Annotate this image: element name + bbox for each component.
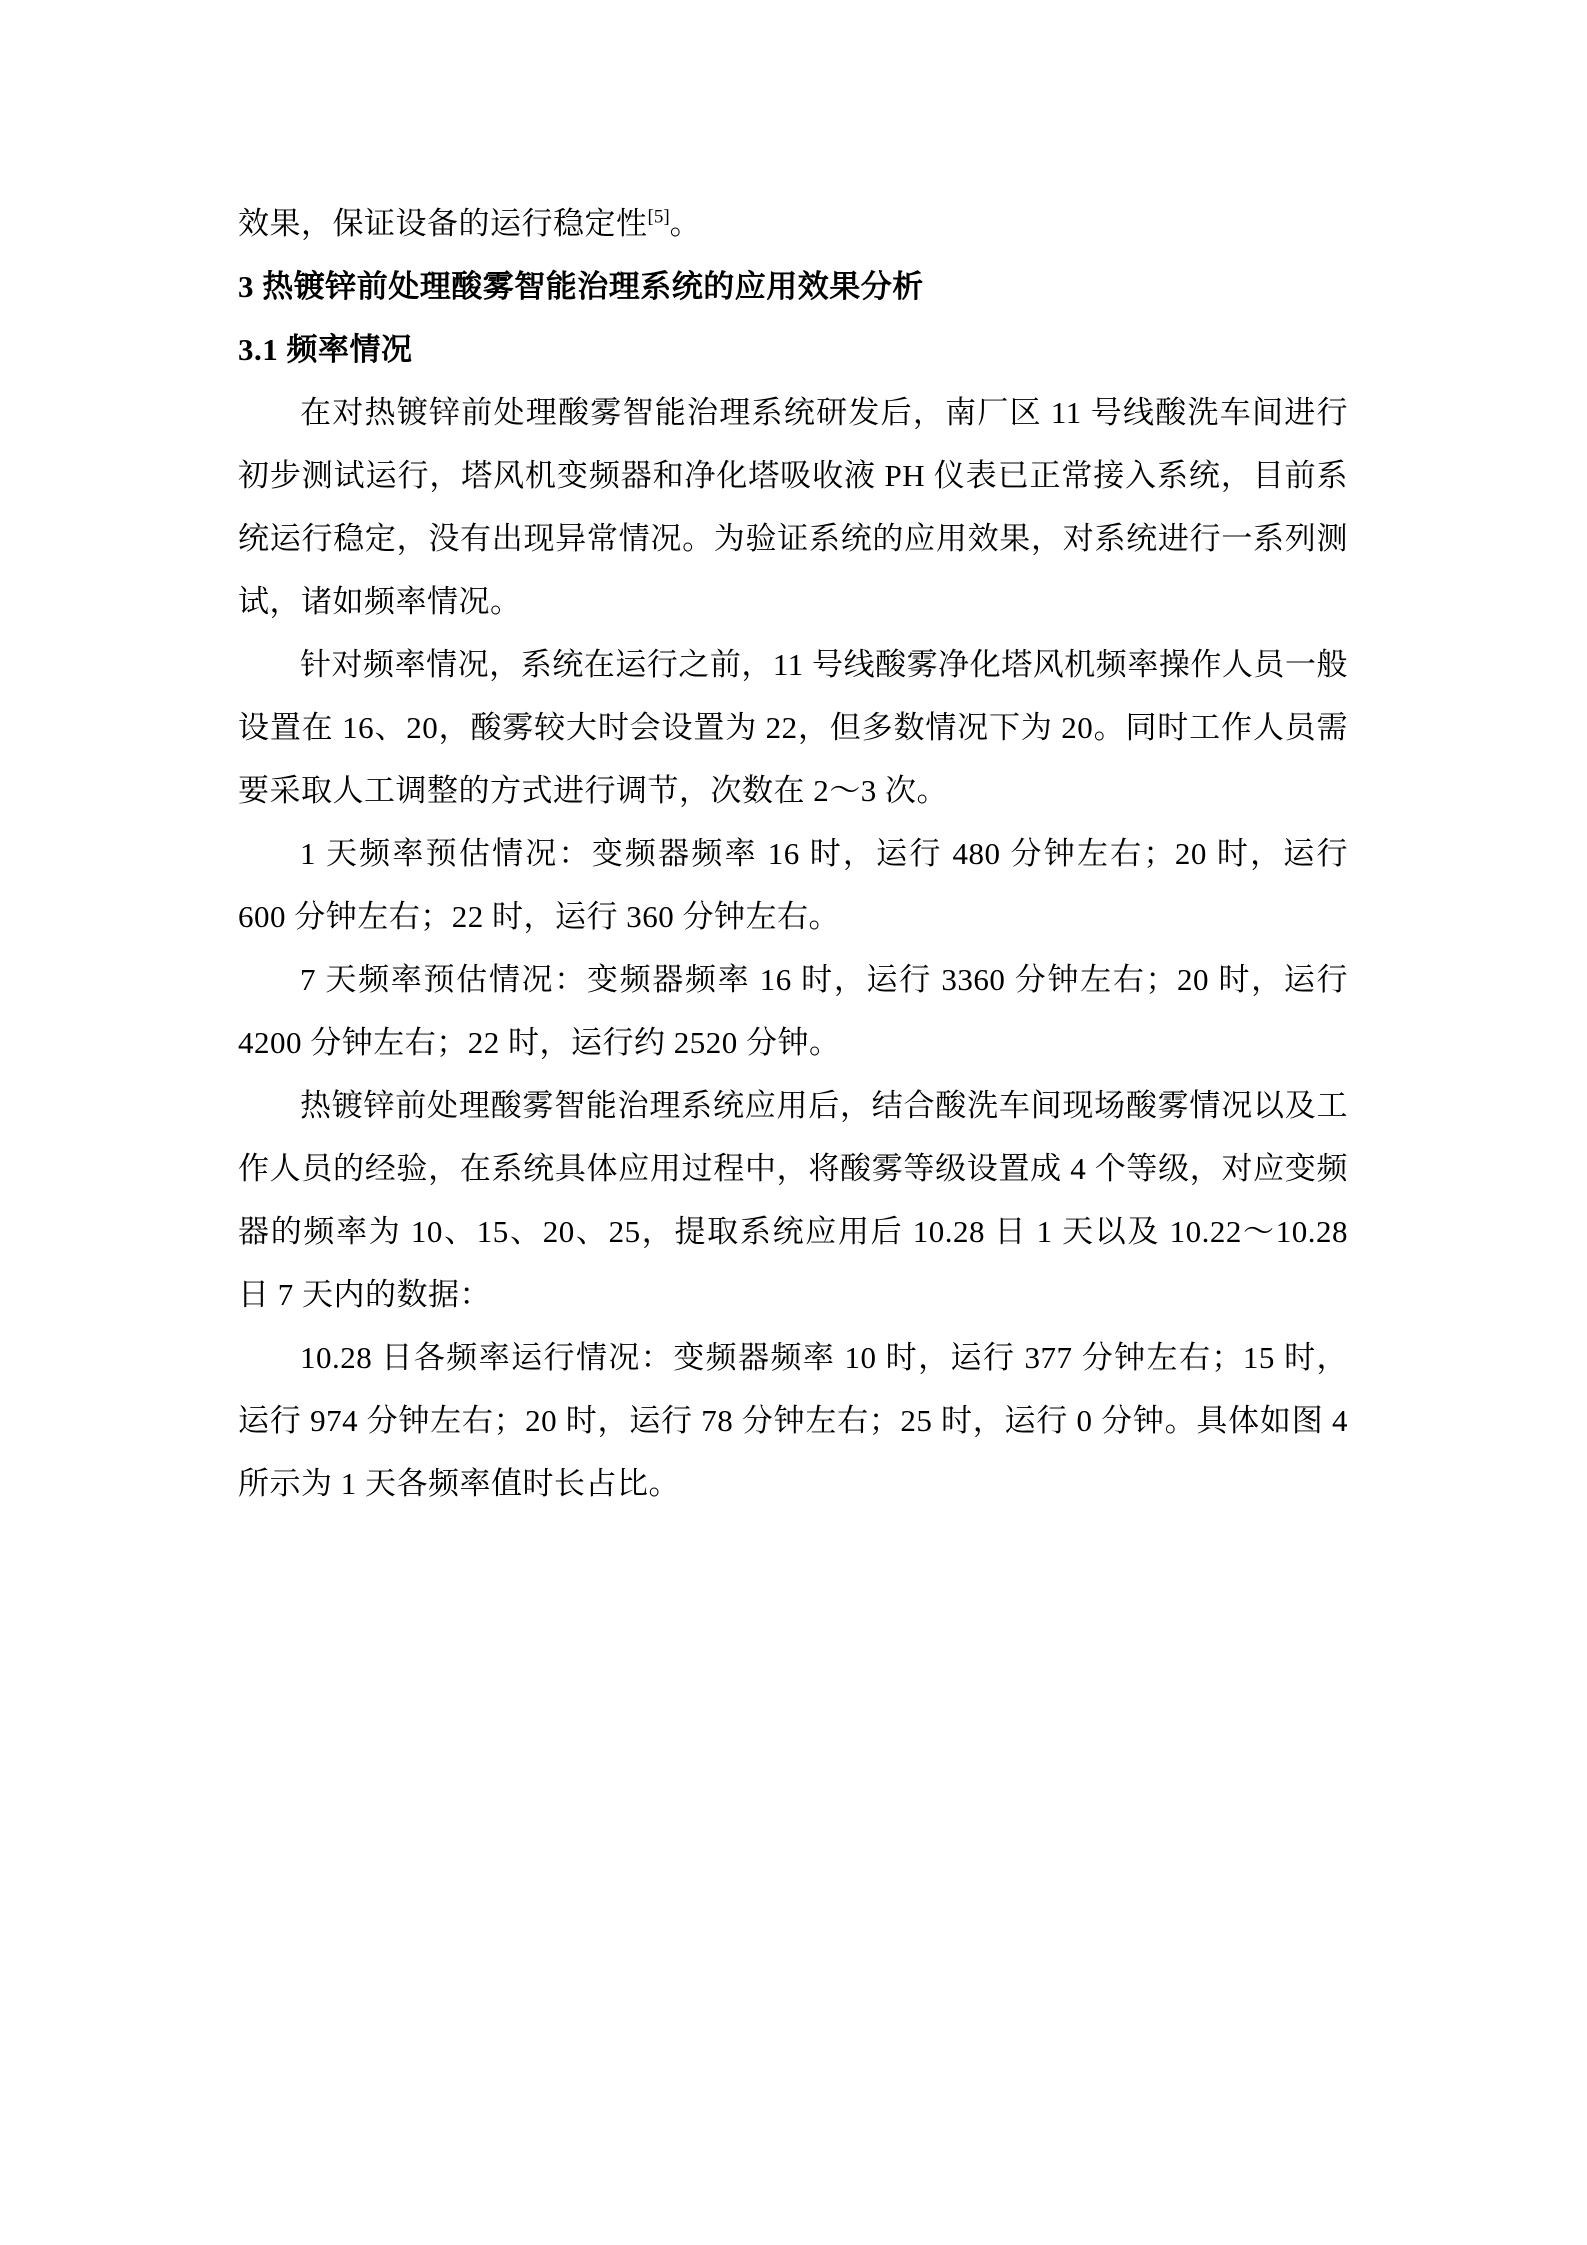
paragraph-continuation-tail: 。 [669, 206, 702, 241]
subsection-heading-3-1: 3.1 频率情况 [238, 332, 413, 367]
paragraph-continuation-text: 效果，保证设备的运行稳定性 [238, 206, 648, 241]
paragraph-1028-run-data: 10.28 日各频率运行情况：变频器频率 10 时，运行 377 分钟左右；15 时，运行 974 分钟左右；20 时，运行 78 分钟左右；25 时，运行 0 分钟。具体如图 4 所示为 1 天各频率值时长占比。 [238, 1340, 1348, 1501]
paragraph-1day-estimate: 1 天频率预估情况：变频器频率 16 时，运行 480 分钟左右；20 时，运行 600 分钟左右；22 时，运行 360 分钟左右。 [238, 836, 1348, 934]
paragraph-frequency-before-system: 针对频率情况，系统在运行之前，11 号线酸雾净化塔风机频率操作人员一般设置在 16、20，酸雾较大时会设置为 22，但多数情况下为 20。同时工作人员需要采取人工调整的方式进行调节，次数在 2～3 次。 [238, 647, 1348, 808]
citation-superscript: [5] [647, 206, 670, 228]
text-content [238, 192, 1348, 1515]
section-heading-3: 3 热镀锌前处理酸雾智能治理系统的应用效果分析 [238, 269, 924, 304]
paragraph-7day-estimate: 7 天频率预估情况：变频器频率 16 时，运行 3360 分钟左右；20 时，运行 4200 分钟左右；22 时，运行约 2520 分钟。 [238, 962, 1348, 1060]
paragraph-test-run: 在对热镀锌前处理酸雾智能治理系统研发后，南厂区 11 号线酸洗车间进行初步测试运行，塔风机变频器和净化塔吸收液 PH 仪表已正常接入系统，目前系统运行稳定，没有出现异常情况。为验证系统的应用效果，对系统进行一系列测试，诸如频率情况。 [238, 395, 1348, 619]
paragraph-continuation [238, 192, 1348, 255]
paragraph-after-application: 热镀锌前处理酸雾智能治理系统应用后，结合酸洗车间现场酸雾情况以及工作人员的经验，在系统具体应用过程中，将酸雾等级设置成 4 个等级，对应变频器的频率为 10、15、20、25，提取系统应用后 10.28 日 1 天以及 10.22～10.28 日 7 天内的数据： [238, 1088, 1348, 1312]
